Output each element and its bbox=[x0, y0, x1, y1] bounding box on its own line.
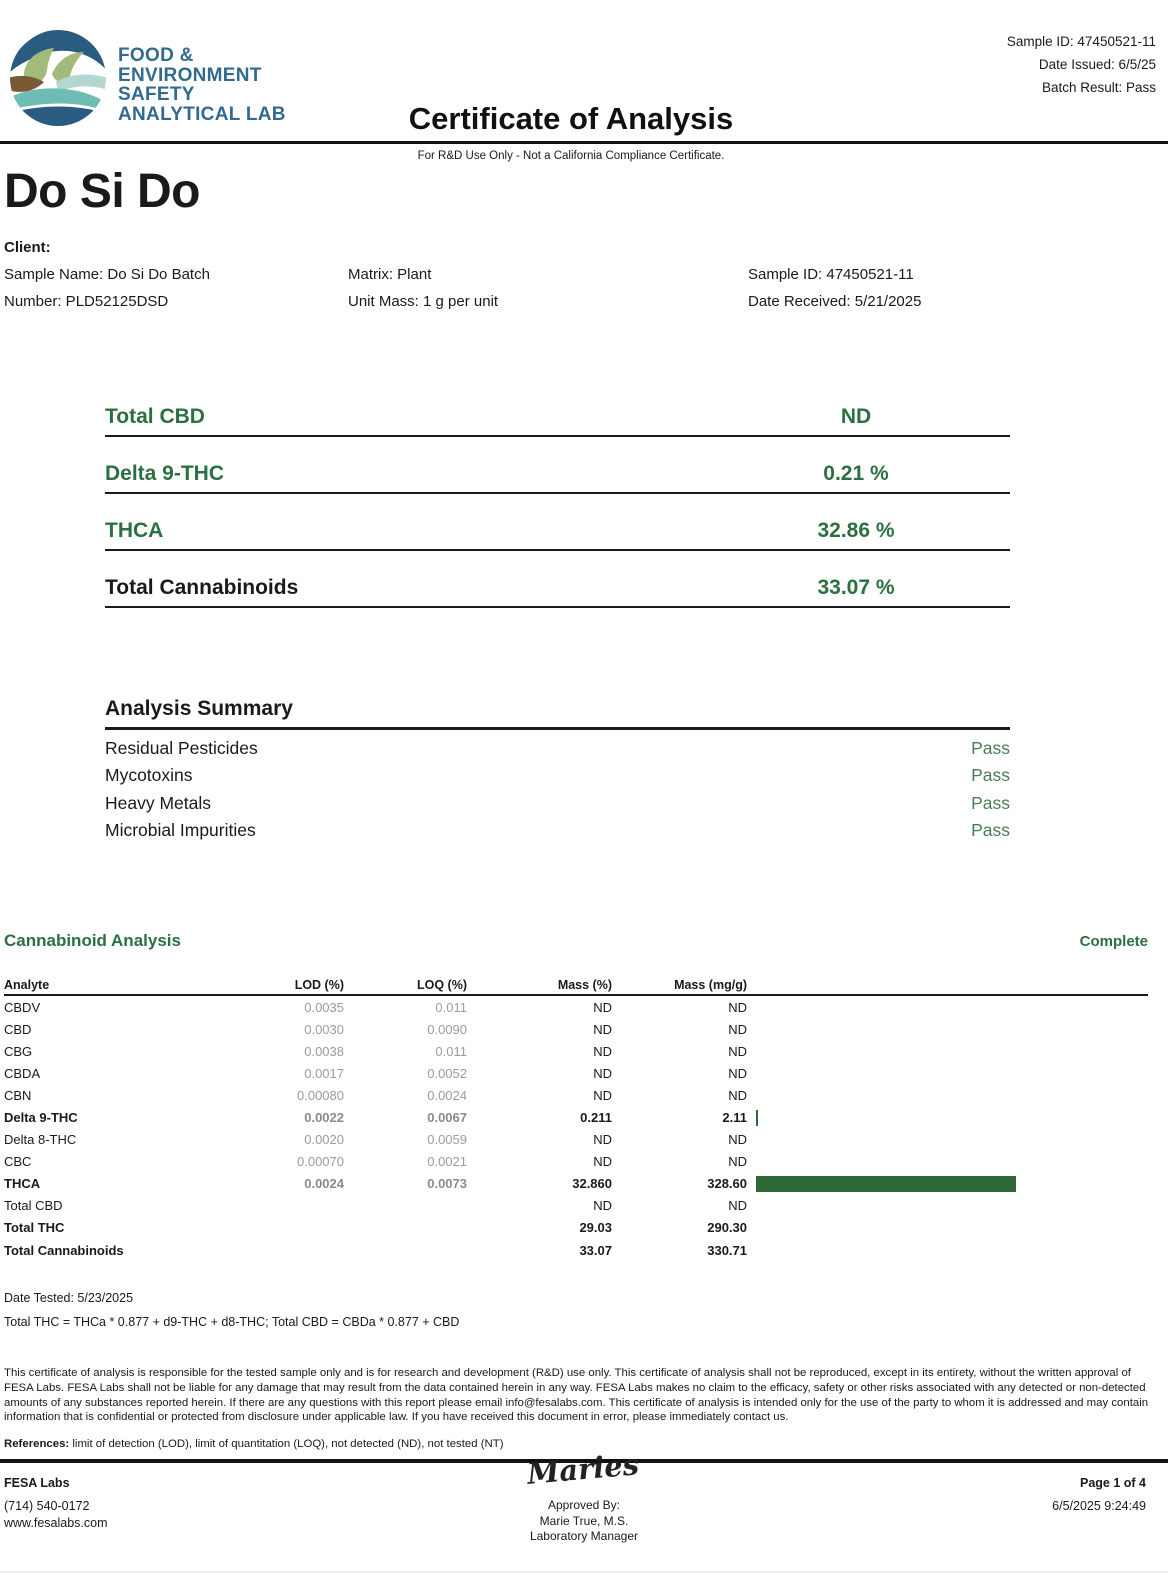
potency-summary bbox=[105, 400, 1010, 608]
approver-title: Laboratory Manager bbox=[529, 1529, 639, 1543]
table-row bbox=[4, 1195, 1148, 1217]
page-subtitle: For R&D Use Only - Not a California Compliance Certificate. bbox=[417, 150, 725, 162]
sample-info-col bbox=[748, 261, 1154, 315]
page-bottom-edge bbox=[0, 1571, 1168, 1573]
col-bar-spacer bbox=[747, 976, 1148, 994]
cell-bar bbox=[747, 1018, 1148, 1040]
cannabinoid-analysis bbox=[4, 931, 1148, 1261]
analysis-summary-row bbox=[105, 735, 1010, 762]
cell-analyte: CBC bbox=[4, 1154, 32, 1170]
cell-lod: 0.00080 bbox=[297, 1087, 344, 1103]
table-row bbox=[4, 1151, 1148, 1173]
cell-bar bbox=[747, 1195, 1148, 1217]
cannabinoid-analysis-header bbox=[4, 931, 1148, 951]
cell-analyte: CBD bbox=[4, 1021, 32, 1037]
potency-value: ND bbox=[840, 405, 872, 428]
potency-value: 33.07 % bbox=[817, 576, 895, 599]
approved-by-label: Approved By: bbox=[547, 1498, 621, 1512]
cell-mass-pct: 32.860 bbox=[572, 1176, 612, 1192]
cell-mass-mgg: ND bbox=[728, 999, 747, 1015]
cell-mass-mgg: ND bbox=[728, 1198, 747, 1214]
analysis-summary-row bbox=[105, 762, 1010, 789]
cell-analyte: Delta 8-THC bbox=[4, 1132, 77, 1148]
potency-label: Total Cannabinoids bbox=[105, 576, 299, 599]
cell-mass-pct: ND bbox=[593, 1132, 612, 1148]
mass-bar bbox=[756, 1110, 758, 1126]
cannabinoid-analysis-title: Cannabinoid Analysis bbox=[4, 931, 181, 950]
cell-mass-mgg: ND bbox=[728, 1087, 747, 1103]
col-loq: LOQ (%) bbox=[417, 978, 467, 992]
references-text: limit of detection (LOD), limit of quantitation (LOQ), not detected (ND), not tested (NT) bbox=[69, 1438, 504, 1450]
lab-name-line: ANALYTICAL LAB bbox=[118, 103, 286, 125]
cell-analyte: Total THC bbox=[4, 1220, 65, 1236]
analysis-test-result: Pass bbox=[971, 738, 1010, 759]
potency-value: 32.86 % bbox=[817, 519, 895, 542]
cell-bar bbox=[747, 1173, 1148, 1195]
table-row bbox=[4, 1217, 1148, 1239]
cell-loq: 0.011 bbox=[435, 1043, 467, 1059]
analysis-test-label: Mycotoxins bbox=[105, 765, 193, 786]
cell-bar bbox=[747, 1062, 1148, 1084]
references-line bbox=[4, 1438, 504, 1450]
cell-lod: 0.0038 bbox=[304, 1043, 344, 1059]
cell-bar bbox=[747, 1129, 1148, 1151]
table-row bbox=[4, 1018, 1148, 1040]
approver-name: Marie True, M.S. bbox=[539, 1513, 629, 1528]
analysis-summary bbox=[105, 697, 1010, 844]
lab-name-line: FOOD & bbox=[118, 45, 194, 66]
analysis-test-label: Heavy Metals bbox=[105, 792, 212, 813]
cell-bar bbox=[747, 1151, 1148, 1173]
analysis-test-label: Residual Pesticides bbox=[105, 738, 258, 759]
cell-loq: 0.0059 bbox=[427, 1132, 467, 1148]
col-mass-pct: Mass (%) bbox=[557, 978, 612, 992]
col-lod: LOD (%) bbox=[294, 978, 344, 992]
cell-lod: 0.00070 bbox=[297, 1154, 344, 1170]
lab-name-line: ENVIRONMENT bbox=[118, 64, 262, 86]
table-row bbox=[4, 996, 1148, 1018]
cell-loq: 0.0067 bbox=[427, 1110, 467, 1126]
header-meta bbox=[1007, 30, 1156, 99]
cell-mass-mgg: 290.30 bbox=[707, 1220, 747, 1236]
table-row bbox=[4, 1040, 1148, 1062]
cell-loq: 0.0021 bbox=[427, 1154, 467, 1170]
potency-label: THCA bbox=[105, 519, 164, 542]
cannabinoid-table bbox=[4, 976, 1148, 1261]
sample-info-col bbox=[4, 261, 348, 315]
page-number: Page 1 of 4 bbox=[1080, 1476, 1146, 1490]
cell-mass-mgg: ND bbox=[728, 1043, 747, 1059]
page-title: Certificate of Analysis bbox=[408, 101, 734, 136]
sample-id: Sample ID: 47450521-11 bbox=[748, 266, 914, 283]
total-thc-formula: Total THC = THCa * 0.877 + d9-THC + d8-THC; Total CBD = CBDa * 0.877 + CBD bbox=[4, 1315, 460, 1329]
footer-phone: (714) 540-0172 bbox=[4, 1499, 90, 1513]
potency-row bbox=[105, 494, 1010, 551]
cell-mass-pct: ND bbox=[593, 1065, 612, 1081]
client-label: Client: bbox=[4, 239, 51, 256]
header-date-issued: Date Issued: 6/5/25 bbox=[1038, 57, 1156, 72]
analysis-test-label: Microbial Impurities bbox=[105, 820, 256, 841]
cell-analyte: THCA bbox=[4, 1176, 41, 1192]
lab-name-line: SAFETY bbox=[118, 84, 195, 105]
sample-info-col bbox=[348, 261, 748, 315]
cell-analyte: Delta 9-THC bbox=[4, 1110, 78, 1126]
analysis-summary-title: Analysis Summary bbox=[105, 697, 1010, 730]
cell-loq: 0.0052 bbox=[427, 1065, 467, 1081]
cell-mass-mgg: 330.71 bbox=[707, 1242, 747, 1258]
analysis-test-result: Pass bbox=[971, 792, 1010, 813]
potency-value: 0.21 % bbox=[823, 462, 889, 485]
cell-lod: 0.0022 bbox=[304, 1110, 344, 1126]
analysis-summary-row bbox=[105, 817, 1010, 844]
cell-lod: 0.0030 bbox=[304, 1021, 344, 1037]
cell-loq: 0.011 bbox=[435, 999, 467, 1015]
footer-page-info bbox=[1052, 1475, 1146, 1515]
potency-label: Total CBD bbox=[105, 405, 205, 428]
table-row bbox=[4, 1084, 1148, 1106]
cannabinoid-table-body bbox=[4, 996, 1148, 1261]
cell-bar bbox=[747, 1106, 1148, 1128]
mass-bar bbox=[756, 1176, 1016, 1192]
cell-mass-mgg: 2.11 bbox=[722, 1110, 747, 1126]
cell-bar bbox=[747, 996, 1148, 1018]
cell-mass-mgg: ND bbox=[728, 1021, 747, 1037]
cell-loq: 0.0090 bbox=[427, 1021, 467, 1037]
col-mass-mgg: Mass (mg/g) bbox=[674, 978, 747, 992]
cell-mass-pct: 29.03 bbox=[579, 1220, 612, 1236]
sample-number: Number: PLD52125DSD bbox=[4, 293, 169, 310]
cell-mass-pct: 33.07 bbox=[579, 1242, 612, 1258]
footer-lab-name: FESA Labs bbox=[4, 1476, 70, 1490]
sample-info-grid bbox=[4, 261, 1154, 315]
cell-mass-mgg: ND bbox=[728, 1065, 747, 1081]
table-row bbox=[4, 1239, 1148, 1261]
cell-bar bbox=[747, 1239, 1148, 1261]
sample-date-received: Date Received: 5/21/2025 bbox=[748, 293, 922, 310]
cell-lod: 0.0017 bbox=[304, 1065, 344, 1081]
cell-bar bbox=[747, 1040, 1148, 1062]
cell-mass-pct: ND bbox=[593, 1043, 612, 1059]
potency-row bbox=[105, 400, 1010, 437]
table-row bbox=[4, 1106, 1148, 1128]
cell-analyte: CBDV bbox=[4, 999, 41, 1015]
footer-website: www.fesalabs.com bbox=[4, 1516, 108, 1530]
analysis-test-result: Pass bbox=[971, 820, 1010, 841]
analysis-summary-row bbox=[105, 790, 1010, 817]
cell-bar bbox=[747, 1084, 1148, 1106]
table-row bbox=[4, 1173, 1148, 1195]
cell-mass-mgg: ND bbox=[728, 1154, 747, 1170]
approver-signature: Maries bbox=[525, 1447, 641, 1491]
analysis-summary-rows bbox=[105, 730, 1010, 844]
cell-analyte: CBN bbox=[4, 1087, 32, 1103]
analysis-test-result: Pass bbox=[971, 765, 1010, 786]
disclaimer-text: This certificate of analysis is responsible for the tested sample only and is for research and development (R&D) use only. This certificate of analysis shall not be reproduced, except in its entirety, without the written approval of FESA Labs. FESA Labs shall not be liable for any damage that may result from the data contained herein in any way. FESA Labs makes no claim to the efficacy, safety or other risks associated with any detected or non-detected amounts of any substances reported herein. If there are any questions with this report please email info@fesalabs.com. This certificate of analysis is intended only for the use of the party to whom it is addressed and may contain information that is confidential or protected from disclosure under applicable law. If you have received this document in error, please immediately contact us. bbox=[4, 1367, 1149, 1424]
footer-approval bbox=[384, 1447, 784, 1545]
cell-loq: 0.0073 bbox=[427, 1176, 467, 1192]
cell-mass-pct: ND bbox=[593, 1087, 612, 1103]
cell-mass-pct: ND bbox=[593, 1021, 612, 1037]
cannabinoid-table-header bbox=[4, 976, 1148, 996]
cell-analyte: Total CBD bbox=[4, 1198, 63, 1214]
date-tested: Date Tested: 5/23/2025 bbox=[4, 1291, 134, 1305]
references-label: References: bbox=[4, 1438, 70, 1450]
header-divider bbox=[0, 141, 1168, 144]
cell-lod: 0.0024 bbox=[304, 1176, 344, 1192]
potency-label: Delta 9-THC bbox=[105, 462, 225, 485]
cell-analyte: CBDA bbox=[4, 1065, 41, 1081]
cell-mass-pct: 0.211 bbox=[580, 1110, 612, 1126]
header-batch-result: Batch Result: Pass bbox=[1041, 80, 1156, 95]
table-row bbox=[4, 1062, 1148, 1084]
cell-mass-pct: ND bbox=[593, 999, 612, 1015]
cell-mass-pct: ND bbox=[593, 1198, 612, 1214]
potency-row bbox=[105, 551, 1010, 608]
table-row bbox=[4, 1129, 1148, 1151]
product-name: Do Si Do bbox=[4, 165, 200, 218]
col-analyte: Analyte bbox=[4, 978, 50, 992]
status-badge: Complete bbox=[1079, 933, 1148, 950]
cell-lod: 0.0035 bbox=[304, 999, 344, 1015]
cell-mass-mgg: 328.60 bbox=[707, 1176, 747, 1192]
cell-analyte: CBG bbox=[4, 1043, 33, 1059]
cell-bar bbox=[747, 1217, 1148, 1239]
footer-lab-info bbox=[4, 1475, 108, 1532]
cell-analyte: Total Cannabinoids bbox=[4, 1242, 124, 1258]
sample-matrix: Matrix: Plant bbox=[348, 266, 432, 283]
sample-unit-mass: Unit Mass: 1 g per unit bbox=[348, 293, 499, 310]
header-sample-id: Sample ID: 47450521-11 bbox=[1006, 34, 1156, 49]
cell-loq: 0.0024 bbox=[427, 1087, 467, 1103]
cell-mass-mgg: ND bbox=[728, 1132, 747, 1148]
cell-mass-pct: ND bbox=[593, 1154, 612, 1170]
sample-name: Sample Name: Do Si Do Batch bbox=[4, 266, 210, 283]
cell-lod: 0.0020 bbox=[304, 1132, 344, 1148]
print-datetime: 6/5/2025 9:24:49 bbox=[1052, 1499, 1146, 1513]
potency-row bbox=[105, 437, 1010, 494]
